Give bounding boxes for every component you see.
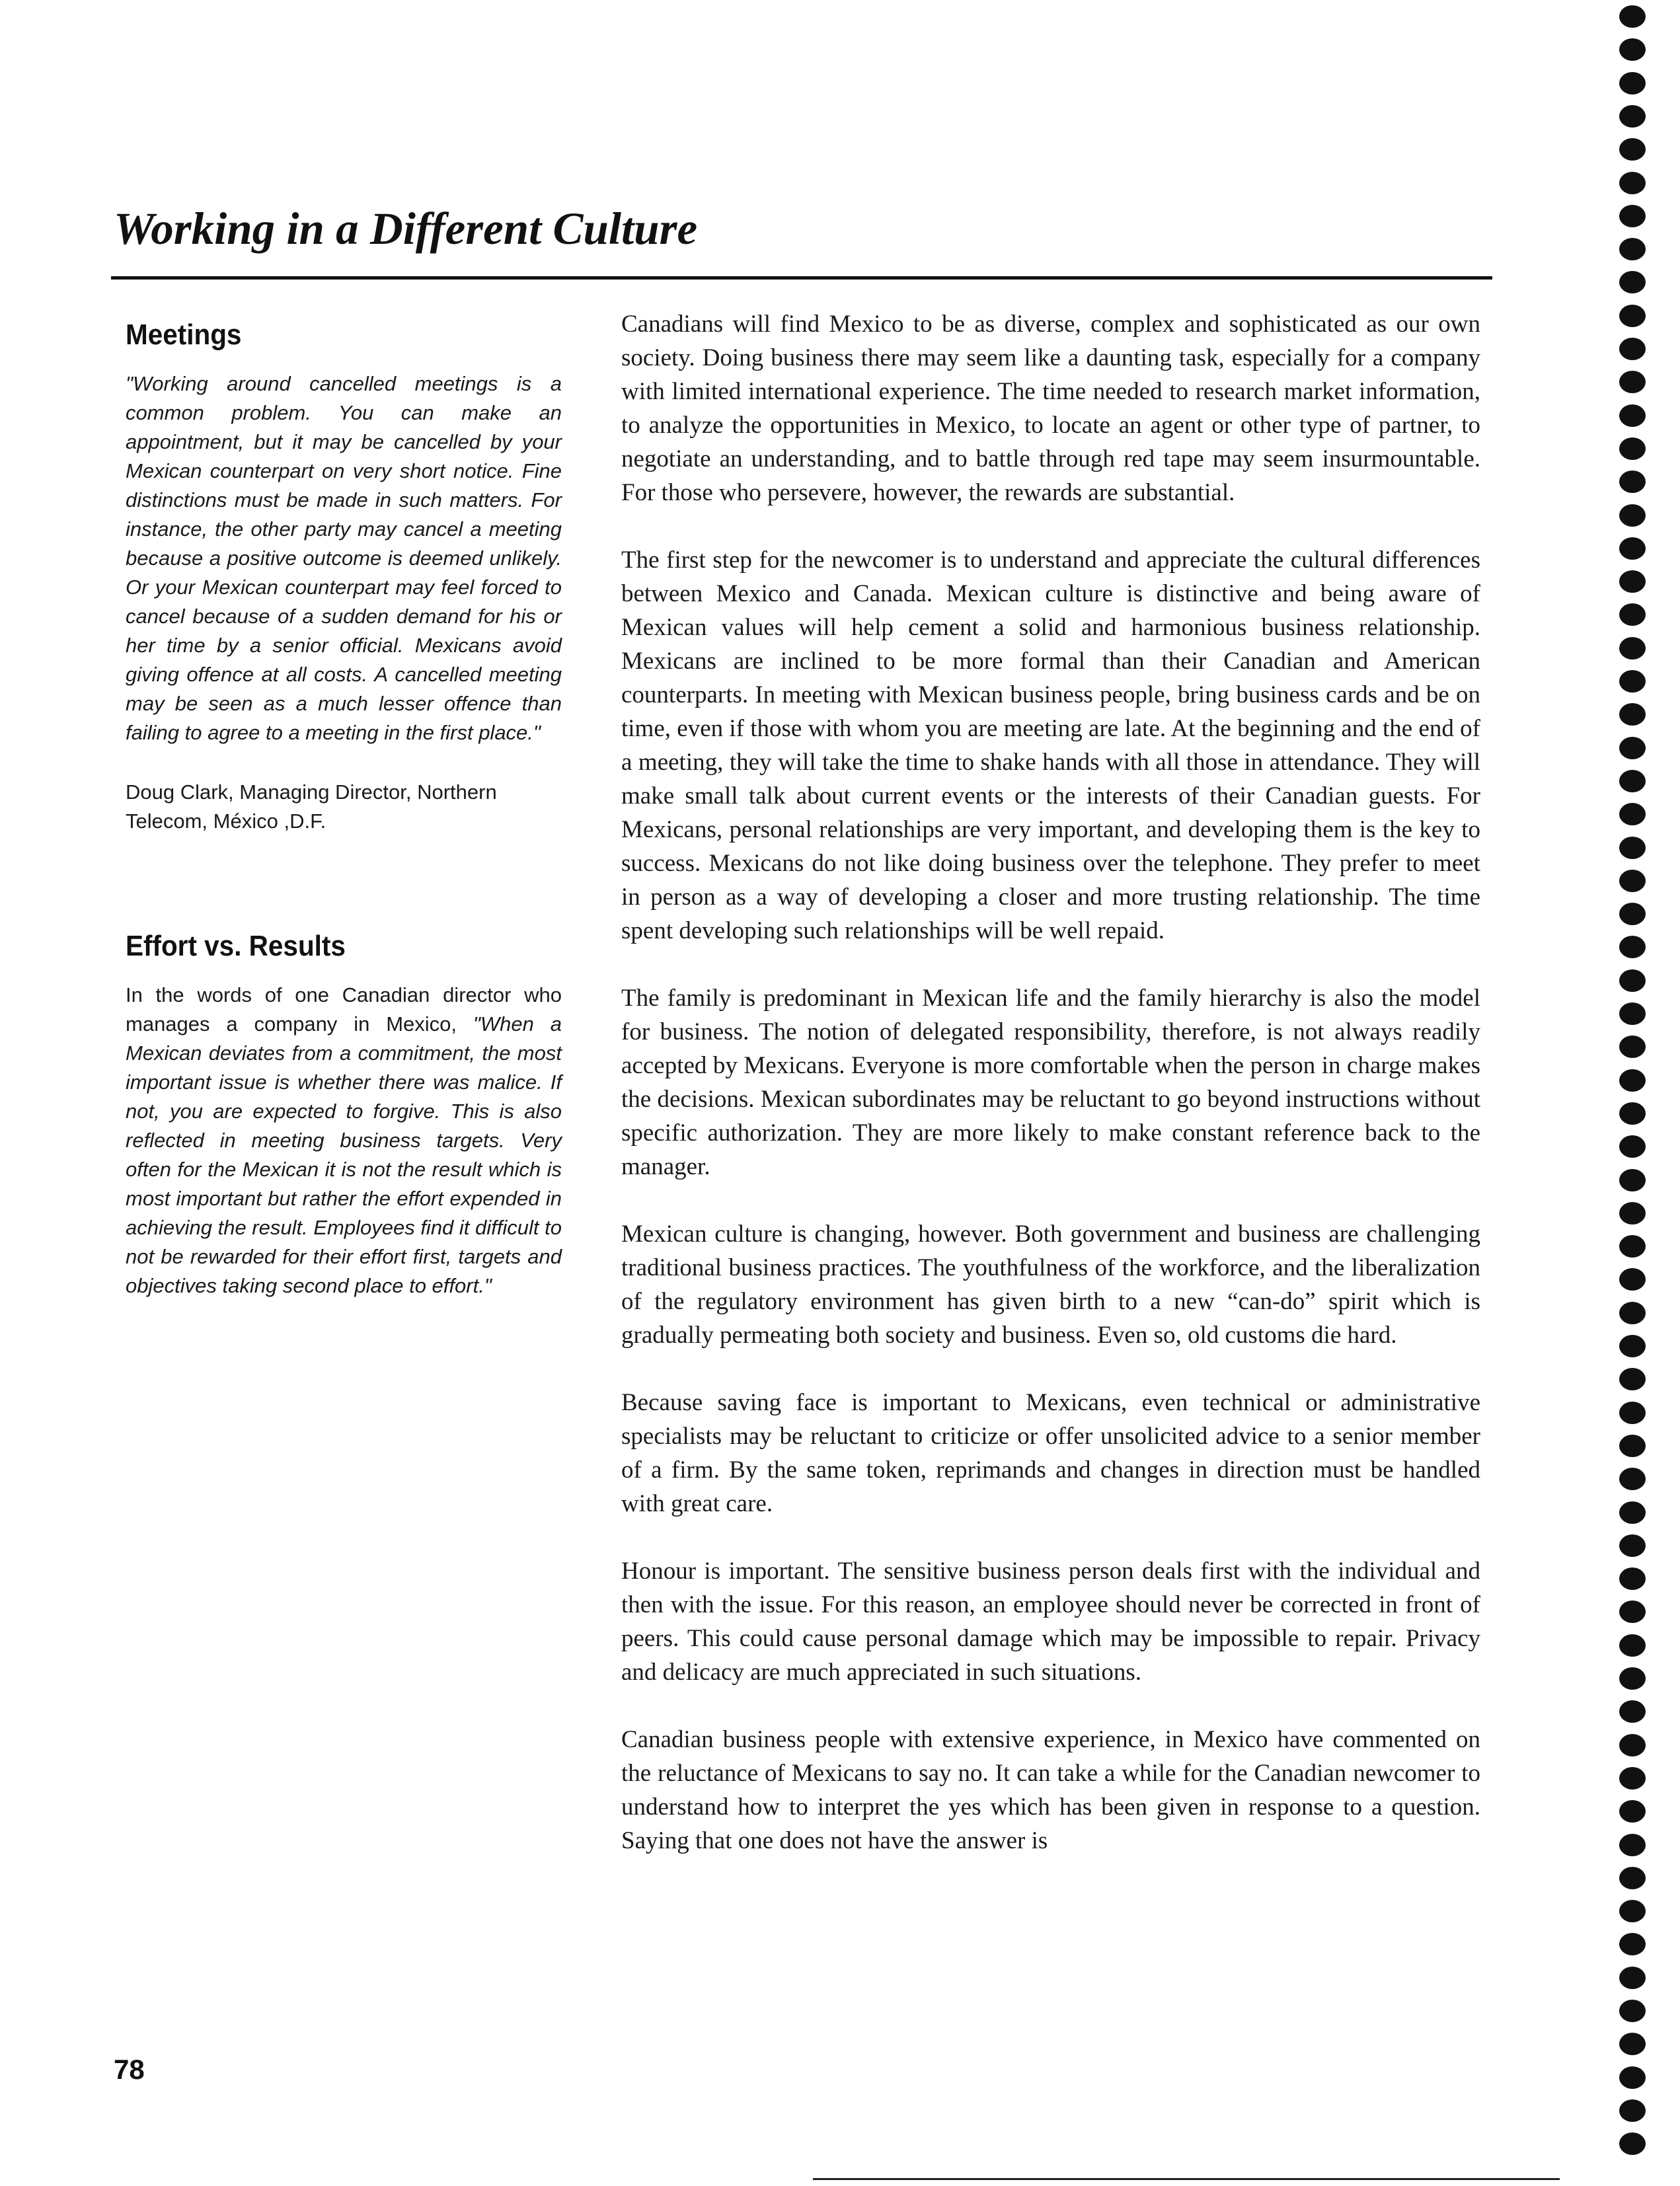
binding-hole (1619, 38, 1646, 61)
body-paragraph: The family is predominant in Mexican life and the family hierarchy is also the model for business. The notion of delegated responsibility, therefore, is not always readily accepted by Mexicans. Everyone is more comfortable when the person in charge makes the decisions. Mexican subordinates may be reluctant to go beyond instructions without specific authorization. They are more likely to make constant reference back to the manager. (621, 985, 1480, 1180)
main-column (621, 307, 1480, 1891)
binding-hole (1619, 205, 1646, 227)
binding-hole (1619, 1402, 1646, 1424)
body-paragraph: The first step for the newcomer is to understand and appreciate the cultural differences between Mexico and Canada. Mexican culture is distinctive and being aware of Mexican values will help cement a solid and harmonious business relationship. Mexicans are inclined to be more formal than their Canadian and American counterparts. In meeting with Mexican business people, bring business cards and be on time, even if those with whom you are meeting are late. At the beginning and the end of a meeting, they will take the time to shake hands with all those in attendance. They will make small talk about current events or the interests of their Canadian guests. For Mexicans, personal relationships are very important, and developing them is the key to success. Mexicans do not like doing business over the telephone. They prefer to meet in person as a way of developing a closer and more trusting relationship. The time spent developing such relationships will be well repaid. (621, 546, 1480, 944)
binding-hole (1619, 737, 1646, 759)
binding-hole (1619, 1967, 1646, 1989)
binding-hole (1619, 1135, 1646, 1158)
binding-holes (1619, 0, 1659, 2186)
binding-hole (1619, 770, 1646, 792)
binding-hole (1619, 1102, 1646, 1125)
binding-hole (1619, 2132, 1646, 2155)
binding-hole (1619, 1435, 1646, 1457)
binding-hole (1619, 1700, 1646, 1723)
binding-hole (1619, 2000, 1646, 2022)
body-paragraph: Mexican culture is changing, however. Both government and business are challenging traditional business practices. The youthfulness of the workforce, and the liberalization of the regulatory environment has given birth to a new “can-do” spirit which is gradually permeating both society and business. Even so, old customs die hard. (621, 1221, 1480, 1349)
binding-hole (1619, 1933, 1646, 1955)
binding-hole (1619, 1834, 1646, 1856)
binding-hole (1619, 1867, 1646, 1889)
binding-hole (1619, 870, 1646, 892)
sidebar (126, 316, 562, 1300)
binding-hole (1619, 271, 1646, 293)
binding-hole (1619, 1900, 1646, 1922)
binding-hole (1619, 969, 1646, 992)
binding-hole (1619, 238, 1646, 260)
binding-hole (1619, 437, 1646, 460)
effort-section (126, 927, 562, 1300)
binding-hole (1619, 1634, 1646, 1657)
binding-hole (1619, 305, 1646, 327)
binding-hole (1619, 1202, 1646, 1225)
binding-hole (1619, 1734, 1646, 1756)
binding-hole (1619, 1268, 1646, 1291)
effort-heading: Effort vs. Results (126, 930, 346, 963)
page-title: Working in a Different Culture (114, 204, 698, 254)
binding-hole (1619, 936, 1646, 958)
binding-hole (1619, 338, 1646, 360)
effort-text (126, 981, 562, 1300)
binding-hole (1619, 2033, 1646, 2055)
binding-hole (1619, 1069, 1646, 1092)
effort-intro: In the words of one Canadian director who manages a company in Mexico, (126, 983, 562, 1036)
binding-hole (1619, 471, 1646, 493)
body-paragraph: Canadians will find Mexico to be as diverse, complex and sophisticated as our own society. Doing business there may seem like a daunting task, especially for a company with limited international experience. The time needed to research market information, to analyze the opportunities in Mexico, to locate an agent or other type of partner, to negotiate an understanding, and to battle through red tape may seem insurmountable. For those who persevere, however, the rewards are substantial. (621, 311, 1480, 506)
binding-hole (1619, 637, 1646, 660)
binding-hole (1619, 537, 1646, 560)
effort-quote: "When a Mexican deviates from a commitment, the most important issue is whether there was malice. If not, you are expected to forgive. This is also reflected in meeting business targets. Very often for the Mexican it is not the result which is most important but rather the effort expended in achieving the result. Employees find it difficult to not be rewarded for their effort first, targets and objectives taking second place to effort." (126, 1012, 562, 1298)
body-paragraph: Honour is important. The sensitive business person deals first with the individual and then with the issue. For this reason, an employee should never be corrected in front of peers. This could cause personal damage which may be impossible to repair. Privacy and delicacy are much appreciated in such situations. (621, 1558, 1480, 1686)
binding-hole (1619, 1767, 1646, 1790)
binding-hole (1619, 603, 1646, 626)
binding-hole (1619, 803, 1646, 825)
binding-hole (1619, 105, 1646, 128)
binding-hole (1619, 72, 1646, 94)
body-paragraph: Canadian business people with extensive experience, in Mexico have commented on the reluctance of Mexicans to say no. It can take a while for the Canadian newcomer to understand how to interpret the yes which has been given in response to a question. Saying that one does not have the answer is (621, 1726, 1480, 1854)
body-paragraph: Because saving face is important to Mexicans, even technical or administrative specialists may be reluctant to criticize or offer unsolicited advice to a senior member of a firm. By the same token, reprimands and changes in direction must be handled with great care. (621, 1389, 1480, 1517)
binding-hole (1619, 1335, 1646, 1357)
binding-hole (1619, 1601, 1646, 1623)
binding-hole (1619, 2099, 1646, 2122)
binding-hole (1619, 1036, 1646, 1058)
binding-hole (1619, 172, 1646, 194)
meetings-heading: Meetings (126, 319, 242, 351)
title-rule (111, 276, 1492, 280)
binding-hole (1619, 1567, 1646, 1590)
binding-hole (1619, 504, 1646, 527)
binding-hole (1619, 1235, 1646, 1258)
binding-hole (1619, 1468, 1646, 1490)
binding-hole (1619, 703, 1646, 726)
binding-hole (1619, 570, 1646, 593)
binding-hole (1619, 1667, 1646, 1690)
binding-hole (1619, 1501, 1646, 1524)
binding-hole (1619, 670, 1646, 693)
binding-hole (1619, 404, 1646, 427)
meetings-quote: "Working around cancelled meetings is a common problem. You can make an appointment, but it may be cancelled by your Mexican counterpart on very short notice. Fine distinctions must be made in such matters. For instance, the other party may cancel a meeting because a positive outcome is deemed unlikely. Or your Mexican counterpart may feel forced to cancel because of a sudden demand for his or her time by a senior official. Mexicans avoid giving offence at all costs. A cancelled meeting may be seen as a much lesser offence than failing to agree to a meeting in the first place." (126, 372, 562, 745)
binding-hole (1619, 138, 1646, 161)
meetings-attribution: Doug Clark, Managing Director, Northern Telecom, México ,D.F. (126, 780, 497, 833)
binding-hole (1619, 903, 1646, 925)
binding-hole (1619, 1800, 1646, 1823)
binding-hole (1619, 1002, 1646, 1025)
binding-hole (1619, 837, 1646, 859)
page-number: 78 (114, 2054, 145, 2085)
bottom-rule (813, 2178, 1560, 2180)
binding-hole (1619, 1302, 1646, 1324)
binding-hole (1619, 1368, 1646, 1390)
binding-hole (1619, 2066, 1646, 2089)
binding-hole (1619, 1534, 1646, 1557)
meetings-section (126, 316, 562, 836)
binding-hole (1619, 371, 1646, 393)
binding-hole (1619, 1169, 1646, 1191)
binding-hole (1619, 5, 1646, 28)
